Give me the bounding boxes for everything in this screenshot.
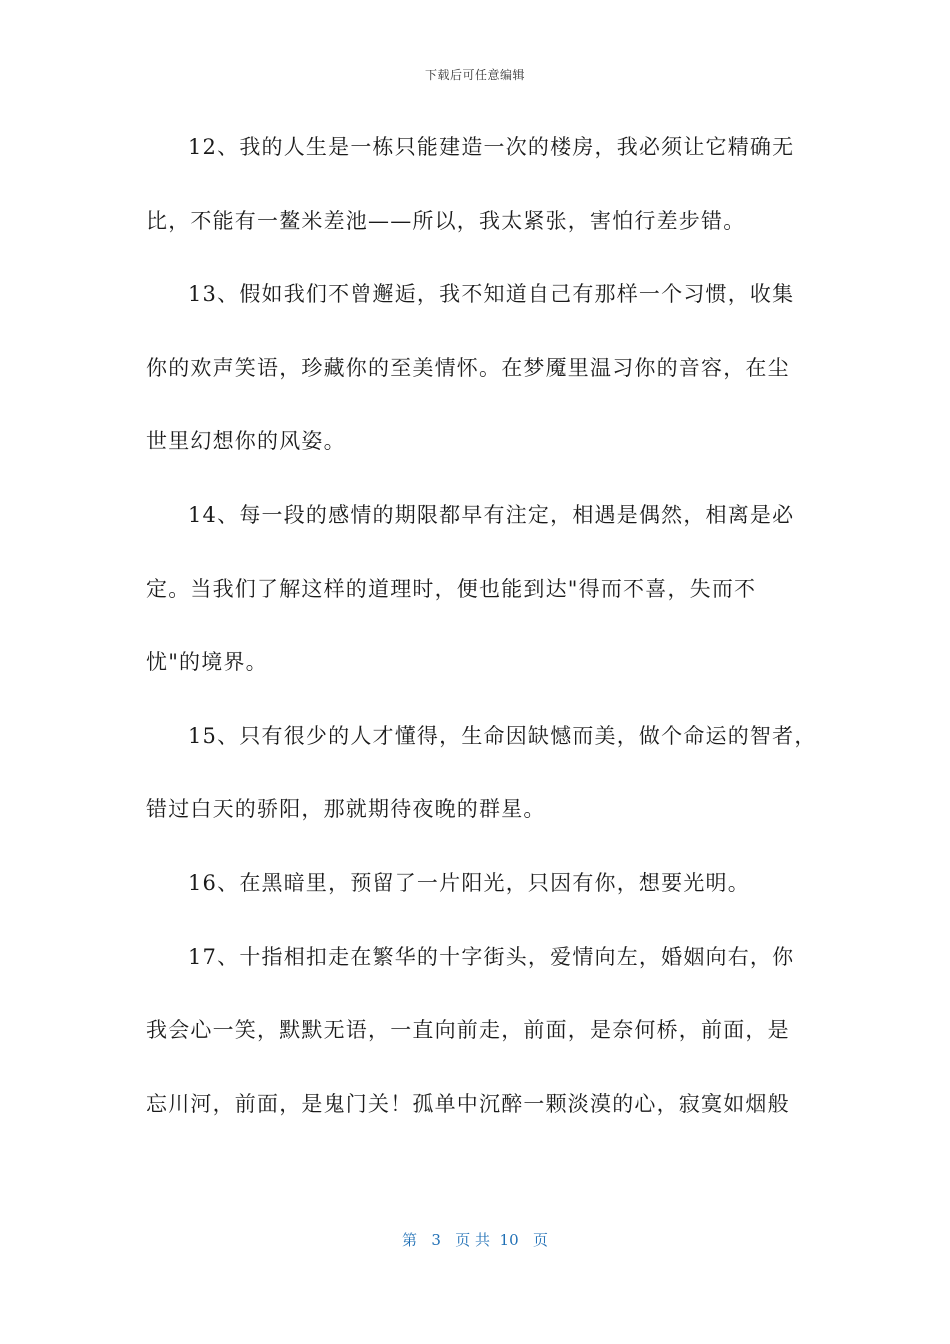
- text-line: 忧"的境界。: [146, 650, 268, 675]
- text-line: 17、十指相扣走在繁华的十字街头，爱情向左，婚姻向右，你: [188, 944, 795, 969]
- text-line: 15、只有很少的人才懂得，生命因缺憾而美，做个命运的智者，: [188, 723, 817, 748]
- text-line: 比，不能有一鳌米差池——所以，我太紧张，害怕行差步错。: [146, 208, 746, 233]
- page-footer: [0, 1229, 950, 1250]
- footer-total-pages: 10: [499, 1231, 519, 1249]
- footer-current-page: 3: [431, 1231, 441, 1249]
- text-line: 错过白天的骄阳，那就期待夜晚的群星。: [146, 797, 546, 822]
- footer-page-suffix: 页: [532, 1231, 548, 1249]
- text-line: 忘川河，前面，是鬼门关！孤单中沉醉一颗淡漠的心，寂寞如烟般: [146, 1091, 790, 1116]
- text-line: 12、我的人生是一栋只能建造一次的楼房，我必须让它精确无: [188, 135, 795, 159]
- text-line: 你的欢声笑语，珍藏你的至美情怀。在梦魇里温习你的音容，在尘: [146, 355, 790, 380]
- text-line: 定。当我们了解这样的道理时，便也能到达"得而不喜，失而不: [146, 576, 757, 601]
- text-line: 世里幻想你的风姿。: [146, 429, 346, 454]
- page-header: 下载后可任意编辑: [424, 68, 525, 82]
- text-line: 我会心一笑，默默无语，一直向前走，前面，是奈何桥，前面，是: [146, 1018, 790, 1043]
- text-line: 14、每一段的感情的期限都早有注定，相遇是偶然，相离是必: [188, 502, 795, 527]
- text-line: 13、假如我们不曾邂逅，我不知道自己有那样一个习惯，收集: [188, 282, 795, 307]
- footer-page-mid: 页 共: [455, 1231, 490, 1249]
- text-line: 16、在黑暗里，预留了一片阳光，只因有你，想要光明。: [188, 870, 750, 895]
- body-text: [146, 128, 817, 1158]
- footer-page-prefix: 第: [402, 1231, 418, 1249]
